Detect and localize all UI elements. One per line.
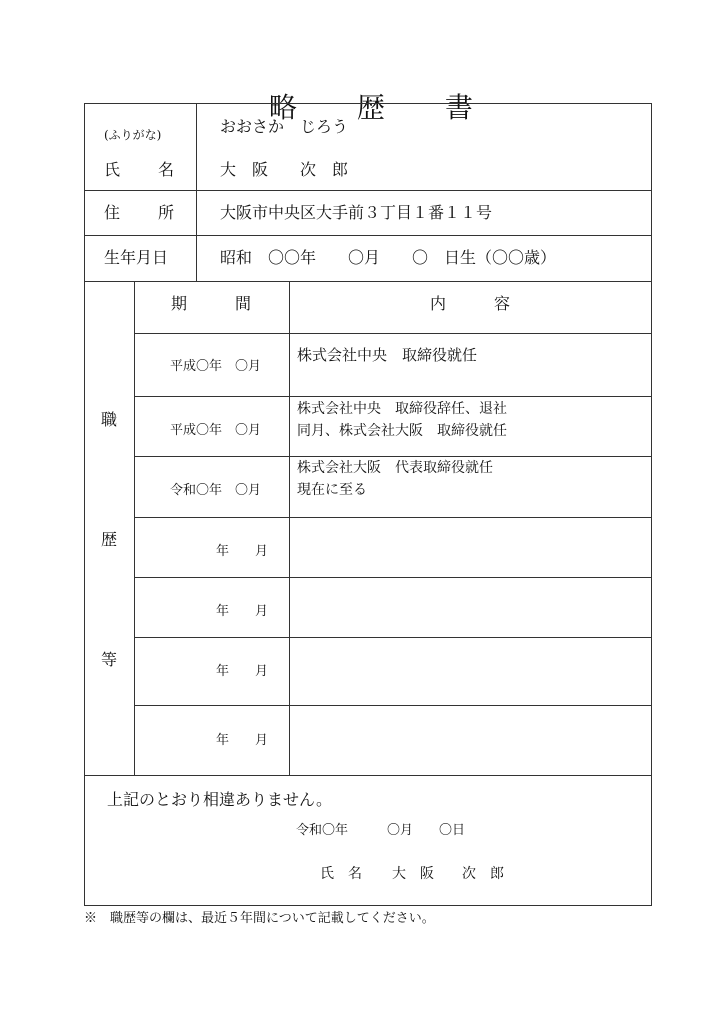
career-side-label-3: 等: [101, 650, 118, 669]
signer-label: 氏 名: [320, 866, 362, 882]
career-row-4-period: 年 月: [216, 544, 269, 559]
declaration-statement: 上記のとおり相違ありません。: [107, 790, 332, 809]
declaration-date: 令和〇年 〇月 〇日: [296, 823, 466, 838]
name-label-1: 氏: [104, 160, 121, 179]
birth-value: 昭和 〇〇年 〇月 〇 日生（〇〇歳）: [220, 248, 557, 267]
career-row-3-content-2: 現在に至る: [297, 482, 367, 498]
address-value: 大阪市中央区大手前３丁目１番１１号: [220, 203, 493, 222]
birth-label: 生年月日: [104, 248, 169, 267]
career-row-1-content-1: 株式会社中央 取締役就任: [297, 346, 478, 364]
career-side-label-1: 職: [101, 410, 118, 429]
career-row-2-period: 平成〇年 〇月: [170, 423, 262, 438]
career-row-2-content-1: 株式会社中央 取締役辞任、退社: [297, 401, 507, 417]
career-row-6-period: 年 月: [216, 664, 269, 679]
career-row-5-period: 年 月: [216, 604, 269, 619]
period-header: 期 間: [171, 294, 252, 313]
name-label-2: 名: [158, 160, 175, 179]
address-label-1: 住: [104, 203, 121, 222]
document-title: 略 歴 書: [268, 91, 473, 124]
furigana-value: おおさか じろう: [220, 117, 349, 136]
footnote: ※ 職歴等の欄は、最近５年間について記載してください。: [84, 911, 435, 926]
furigana-label: (ふりがな): [104, 128, 162, 142]
career-side-label-2: 歴: [101, 530, 118, 549]
career-row-7-period: 年 月: [216, 733, 269, 748]
address-label-2: 所: [158, 203, 175, 222]
signer-name: 大 阪 次 郎: [392, 866, 504, 882]
name-value: 大 阪 次 郎: [220, 160, 349, 179]
form-frame: [84, 103, 652, 906]
content-header: 内 容: [430, 294, 511, 313]
career-row-3-period: 令和〇年 〇月: [170, 483, 262, 498]
career-row-1-period: 平成〇年 〇月: [170, 359, 262, 374]
career-row-3-content-1: 株式会社大阪 代表取締役就任: [297, 460, 493, 476]
career-row-2-content-2: 同月、株式会社大阪 取締役就任: [297, 423, 507, 439]
